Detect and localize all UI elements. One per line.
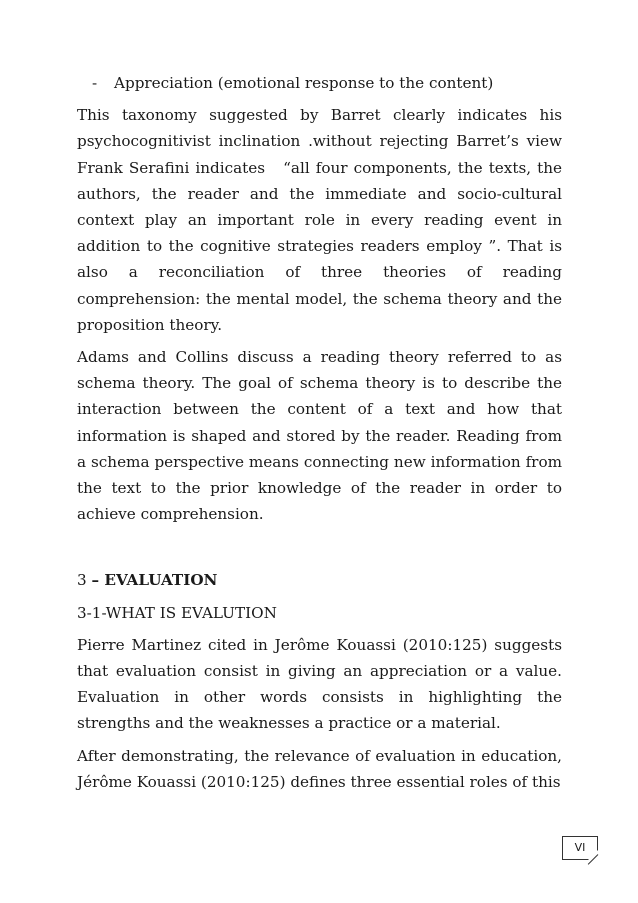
section-heading bbox=[77, 567, 562, 593]
page-number-box bbox=[562, 836, 598, 860]
paragraph-evaluation-roles: After demonstrating, the relevance of evaluation in education, Jérôme Kouassi (2010:125) defines three essential roles of this bbox=[77, 746, 562, 791]
bullet-item bbox=[92, 70, 562, 96]
paragraph-schema-theory: Adams and Collins discuss a reading theory referred to as schema theory. The goal of schema theory is to describe the interaction between the content of a text and how that information is shaped and stored by the reader. Reading from a schema perspective means connecting new information from the text to the prior knowledge of the reader in order to achieve comprehension. bbox=[77, 348, 562, 524]
paragraph-taxonomy: This taxonomy suggested by Barret clearly indicates his psychocognitivist inclination .without rejecting Barret’s view Frank Serafini indicates “all four components, the texts, the authors, the reader and the immediate and socio-cultural context play an important role in every reading event in addition to the cognitive strategies readers employ ”. That is also a reconciliation of three theories of reading comprehension: the mental model, the schema theory and the proposition theory. bbox=[77, 106, 562, 334]
bullet-text: Appreciation (emotional response to the content) bbox=[114, 74, 494, 92]
bullet-dash: - bbox=[92, 74, 98, 92]
subsection-heading: 3-1-WHAT IS EVALUTION bbox=[77, 603, 277, 622]
section-title: – EVALUATION bbox=[91, 571, 218, 590]
page-number: VI bbox=[574, 841, 586, 854]
section-number: 3 bbox=[77, 571, 92, 590]
document-page bbox=[77, 70, 562, 795]
paragraph-evaluation-definition: Pierre Martinez cited in Jerôme Kouassi (2010:125) suggests that evaluation consist in giving an appreciation or a value. Evaluation in other words consists in highlighting the strengths and the weaknesses a practice or a material. bbox=[77, 635, 562, 733]
